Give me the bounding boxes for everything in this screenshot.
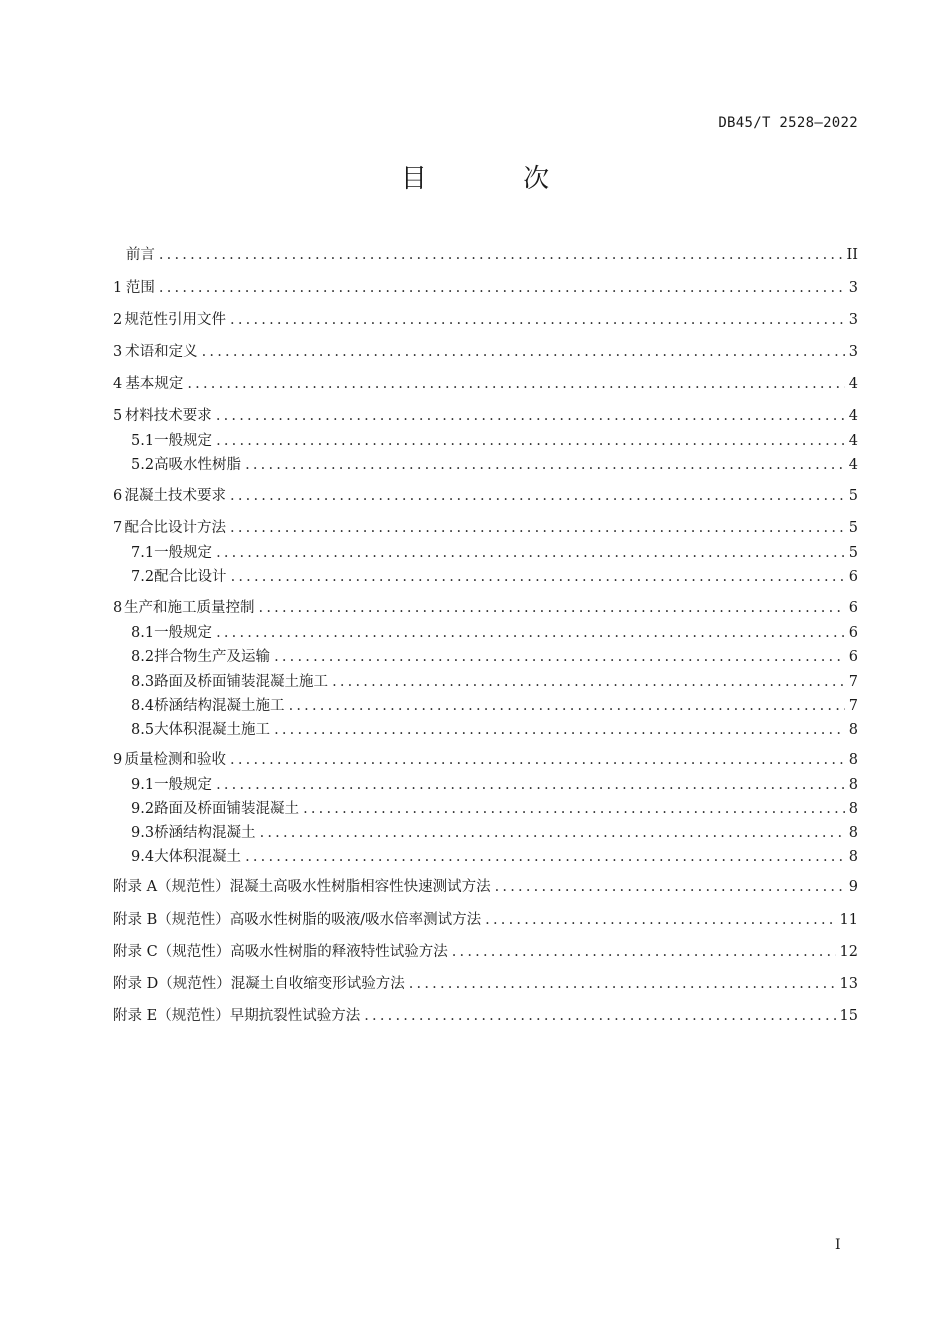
toc-entry-label: 一般规定 xyxy=(154,625,213,641)
toc-entry-page: 8 xyxy=(848,825,858,841)
toc-entry-page: 5 xyxy=(848,488,858,504)
toc-entry-label: 质量检测和验收 xyxy=(124,752,227,768)
toc-leader-dots xyxy=(231,567,845,587)
toc-entry-page: 4 xyxy=(848,433,858,449)
toc-entry[interactable] xyxy=(131,775,858,795)
toc-entry-page: II xyxy=(846,247,858,263)
toc-entry-label: 前言 xyxy=(125,247,155,263)
toc-entry[interactable] xyxy=(113,598,858,618)
toc-leader-dots xyxy=(485,910,835,930)
document-code: DB45/T 2528—2022 xyxy=(718,115,858,131)
toc-leader-dots xyxy=(230,518,845,538)
toc-entry-number: 2 xyxy=(113,312,123,328)
toc-entry-page: 8 xyxy=(848,722,858,738)
toc-leader-dots xyxy=(259,598,845,618)
toc-entry-label: 桥涵结构混凝土 xyxy=(154,825,256,841)
toc-entry-label: 一般规定 xyxy=(154,777,213,793)
toc-entry-number: 7 xyxy=(113,520,123,536)
toc-entry-number: 附录 D（规范性） xyxy=(113,976,231,992)
toc-entry-label: 规范性引用文件 xyxy=(124,312,227,328)
toc-leader-dots xyxy=(289,696,845,716)
toc-entry[interactable] xyxy=(113,342,858,362)
toc-leader-dots xyxy=(332,672,845,692)
toc-entry-number: 5 xyxy=(113,408,123,424)
toc-entry[interactable] xyxy=(131,455,858,475)
toc-entry-label: 配合比设计方法 xyxy=(124,520,227,536)
toc-entry-number: 9.3 xyxy=(131,825,155,841)
toc-entry-number: 3 xyxy=(113,344,123,360)
toc-entry-number: 6 xyxy=(113,488,123,504)
toc-entry-number: 4 xyxy=(113,376,123,392)
toc-entry-number: 9 xyxy=(113,752,123,768)
toc-leader-dots xyxy=(303,799,845,819)
toc-entry-label: 基本规定 xyxy=(125,376,184,392)
toc-leader-dots xyxy=(245,847,845,867)
toc-entry-page: 8 xyxy=(848,752,858,768)
toc-leader-dots xyxy=(216,775,845,795)
toc-entry-number: 7.2 xyxy=(131,569,155,585)
toc-entry[interactable] xyxy=(131,647,858,667)
toc-entry-page: 6 xyxy=(848,625,858,641)
toc-entry-label: 早期抗裂性试验方法 xyxy=(229,1008,361,1024)
toc-entry[interactable] xyxy=(113,310,858,330)
toc-entry-number: 8.3 xyxy=(131,674,155,690)
toc-entry-number: 附录 E（规范性） xyxy=(113,1008,230,1024)
toc-entry-label: 生产和施工质量控制 xyxy=(124,600,255,616)
toc-entry-page: 3 xyxy=(848,280,858,296)
toc-entry-page: 6 xyxy=(848,569,858,585)
toc-entry-number: 8.5 xyxy=(131,722,155,738)
toc-entry[interactable] xyxy=(131,567,858,587)
toc-leader-dots xyxy=(230,310,845,330)
toc-entry-label: 路面及桥面铺装混凝土施工 xyxy=(154,674,329,690)
toc-leader-dots xyxy=(230,486,845,506)
toc-entry[interactable] xyxy=(131,696,858,716)
toc-leader-dots xyxy=(216,406,845,426)
toc-entry-label: 配合比设计 xyxy=(154,569,227,585)
toc-entry-label: 高吸水性树脂的吸液/吸水倍率测试方法 xyxy=(229,912,482,928)
toc-entry-number: 附录 A（规范性） xyxy=(113,879,230,895)
toc-entry[interactable] xyxy=(113,486,858,506)
toc-entry-page: 12 xyxy=(839,944,858,960)
toc-entry-label: 大体积混凝土 xyxy=(154,849,242,865)
page-folio: I xyxy=(835,1237,841,1253)
toc-entry-page: 7 xyxy=(848,698,858,714)
page-title: 目 次 xyxy=(400,164,594,194)
toc-leader-dots xyxy=(364,1006,835,1026)
toc-entry-label: 高吸水性树脂的释液特性试验方法 xyxy=(230,944,448,960)
toc-entry-label: 材料技术要求 xyxy=(124,408,212,424)
toc-entry[interactable] xyxy=(131,672,858,692)
toc-entry-label: 混凝土自收缩变形试验方法 xyxy=(230,976,405,992)
toc-entry-page: 11 xyxy=(839,912,858,928)
toc-entry[interactable] xyxy=(131,623,858,643)
toc-entry-label: 一般规定 xyxy=(154,433,213,449)
toc-entry-number: 9.1 xyxy=(131,777,155,793)
toc-entry-label: 一般规定 xyxy=(154,545,213,561)
toc-entry[interactable] xyxy=(113,910,858,930)
toc-entry-page: 4 xyxy=(848,376,858,392)
toc-leader-dots xyxy=(187,374,844,394)
toc-entry[interactable] xyxy=(113,974,858,994)
toc-entry-label: 混凝土技术要求 xyxy=(124,488,227,504)
toc-entry-label: 拌合物生产及运输 xyxy=(154,649,271,665)
toc-entry-number: 5.1 xyxy=(131,433,155,449)
toc-entry-number: 9.2 xyxy=(131,801,155,817)
toc-entry-number: 1 xyxy=(113,280,123,296)
toc-entry-page: 6 xyxy=(848,649,858,665)
toc-leader-dots xyxy=(274,720,845,740)
toc-entry-label: 高吸水性树脂 xyxy=(154,457,242,473)
toc-entry[interactable] xyxy=(131,847,858,867)
toc-leader-dots xyxy=(216,431,845,451)
toc-entry-label: 桥涵结构混凝土施工 xyxy=(154,698,285,714)
toc-entry[interactable] xyxy=(113,278,858,298)
toc-entry-page: 13 xyxy=(839,976,858,992)
toc-entry-page: 3 xyxy=(848,312,858,328)
toc-entry[interactable] xyxy=(113,245,858,265)
toc-entry-number: 8.2 xyxy=(131,649,155,665)
toc-entry-label: 术语和定义 xyxy=(125,344,198,360)
toc-leader-dots xyxy=(409,974,836,994)
toc-entry-number: 附录 C（规范性） xyxy=(113,944,231,960)
toc-entry-page: 5 xyxy=(848,545,858,561)
toc-entry[interactable] xyxy=(113,374,858,394)
toc-leader-dots xyxy=(159,278,845,298)
toc-entry[interactable] xyxy=(131,823,858,843)
toc-entry-label: 范围 xyxy=(125,280,155,296)
toc-entry[interactable] xyxy=(131,799,858,819)
toc-entry-label: 混凝土高吸水性树脂相容性快速测试方法 xyxy=(229,879,491,895)
toc-entry-page: 8 xyxy=(848,777,858,793)
toc-entry-page: 7 xyxy=(848,674,858,690)
toc-entry[interactable] xyxy=(113,1006,858,1026)
toc-entry[interactable] xyxy=(131,431,858,451)
toc-entry[interactable] xyxy=(113,877,858,897)
toc-entry-number: 8.4 xyxy=(131,698,155,714)
toc-entry-page: 9 xyxy=(848,879,858,895)
toc-leader-dots xyxy=(245,455,845,475)
toc-entry[interactable] xyxy=(113,518,858,538)
toc-leader-dots xyxy=(260,823,845,843)
toc-entry[interactable] xyxy=(113,750,858,770)
toc-entry-page: 15 xyxy=(839,1008,858,1024)
toc-entry-number: 8 xyxy=(113,600,123,616)
toc-entry[interactable] xyxy=(113,942,858,962)
toc-entry-label: 大体积混凝土施工 xyxy=(154,722,271,738)
toc-entry-page: 3 xyxy=(848,344,858,360)
toc-entry-page: 4 xyxy=(848,408,858,424)
toc-entry-number: 8.1 xyxy=(131,625,155,641)
toc-leader-dots xyxy=(216,543,845,563)
toc-leader-dots xyxy=(159,245,843,265)
toc-entry-number: 5.2 xyxy=(131,457,155,473)
toc-entry-page: 4 xyxy=(848,457,858,473)
toc-leader-dots xyxy=(230,750,845,770)
toc-entry[interactable] xyxy=(113,406,858,426)
toc-entry-page: 5 xyxy=(848,520,858,536)
toc-entry-number: 9.4 xyxy=(131,849,155,865)
toc-entry[interactable] xyxy=(131,543,858,563)
toc-leader-dots xyxy=(274,647,845,667)
toc-entry[interactable] xyxy=(131,720,858,740)
toc-leader-dots xyxy=(452,942,836,962)
toc-entry-page: 8 xyxy=(848,849,858,865)
toc-leader-dots xyxy=(216,623,845,643)
toc-entry-label: 路面及桥面铺装混凝土 xyxy=(154,801,300,817)
toc-entry-number: 7.1 xyxy=(131,545,155,561)
toc-leader-dots xyxy=(495,877,845,897)
toc-entry-number: 附录 B（规范性） xyxy=(113,912,230,928)
toc-entry-page: 6 xyxy=(848,600,858,616)
toc-entry-page: 8 xyxy=(848,801,858,817)
toc-leader-dots xyxy=(202,342,845,362)
